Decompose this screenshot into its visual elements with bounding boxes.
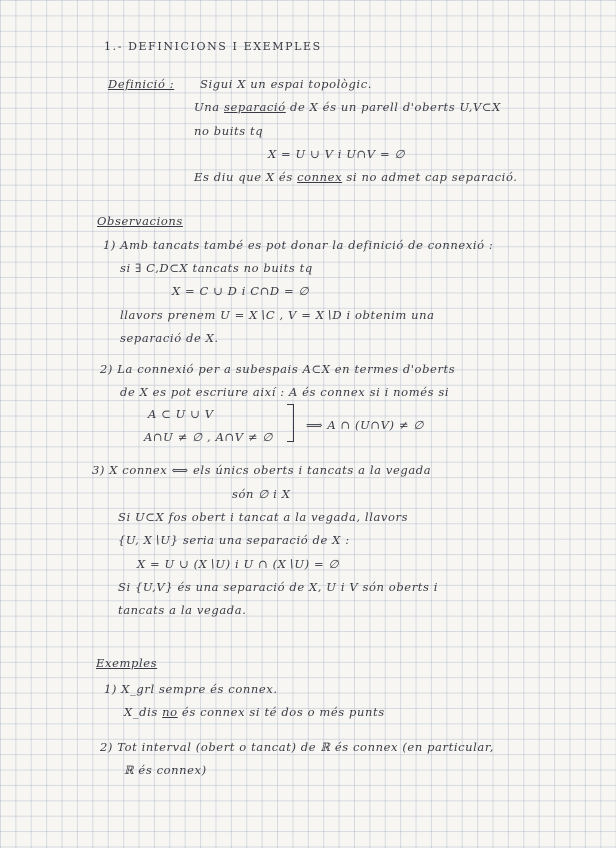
definition-formula: X = U ∪ V i U∩V = ∅ — [268, 147, 406, 161]
observations-heading: Observacions — [97, 214, 183, 228]
definition-line: Sigui X un espai topològic. — [200, 77, 372, 91]
observation-line: si ∃ C,D⊂X tancats no buits tq — [120, 261, 313, 275]
term-connex: connex — [297, 170, 343, 184]
observation-line: Si U⊂X fos obert i tancat a la vegada, llavors — [118, 510, 409, 524]
definition-line: no buits tq — [194, 124, 264, 138]
observation-line: {U, X∖U} seria una separació de X : — [118, 533, 350, 547]
definition-label: Definició : — [108, 77, 175, 91]
observation-line: 2) La connexió per a subespais A⊂X en termes d'oberts — [100, 362, 456, 376]
observation-formula: A ⊂ U ∪ V — [148, 407, 214, 421]
term-no: no — [162, 705, 178, 719]
page-title: 1.- DEFINICIONS I EXEMPLES — [104, 40, 322, 53]
observation-formula: ⟹ A ∩ (U∩V) ≠ ∅ — [306, 418, 424, 432]
example-line: 1) X_grl sempre és connex. — [104, 682, 278, 696]
observation-line: 1) Amb tancats també es pot donar la definició de connexió : — [103, 238, 494, 252]
text-fragment: és connex si té dos o més punts — [177, 705, 385, 719]
text-fragment: si no admet cap separació. — [342, 170, 518, 184]
observation-formula: A∩U ≠ ∅ , A∩V ≠ ∅ — [144, 430, 273, 444]
observation-line: separació de X. — [120, 331, 219, 345]
text-fragment: de X és un parell d'oberts U,V⊂X — [285, 100, 501, 114]
example-line: ℝ és connex) — [124, 763, 207, 777]
observation-line: llavors prenem U = X∖C , V = X∖D i obtenim una — [120, 308, 435, 322]
text-fragment: Es diu que X és — [194, 170, 298, 184]
observation-line: Si {U,V} és una separació de X, U i V són oberts i — [118, 580, 439, 594]
observation-line: són ∅ i X — [232, 487, 291, 501]
observation-formula: X = C ∪ D i C∩D = ∅ — [172, 284, 310, 298]
observation-line: 3) X connex ⟺ els únics oberts i tancats a la vegada — [92, 463, 432, 477]
term-separacio: separació — [224, 100, 286, 114]
text-fragment: Una — [194, 100, 225, 114]
definition-line — [194, 170, 518, 184]
examples-heading: Exemples — [96, 656, 158, 670]
observation-line: de X es pot escriure així : A és connex si i només si — [120, 385, 450, 399]
observation-line: tancats a la vegada. — [118, 603, 247, 617]
observation-formula: X = U ∪ (X∖U) i U ∩ (X∖U) = ∅ — [137, 557, 340, 571]
example-line — [124, 705, 385, 719]
right-brace — [287, 404, 294, 442]
definition-line — [194, 100, 501, 114]
example-line: 2) Tot interval (obert o tancat) de ℝ és connex (en particular, — [100, 740, 494, 754]
text-fragment: X_dis — [124, 705, 163, 719]
